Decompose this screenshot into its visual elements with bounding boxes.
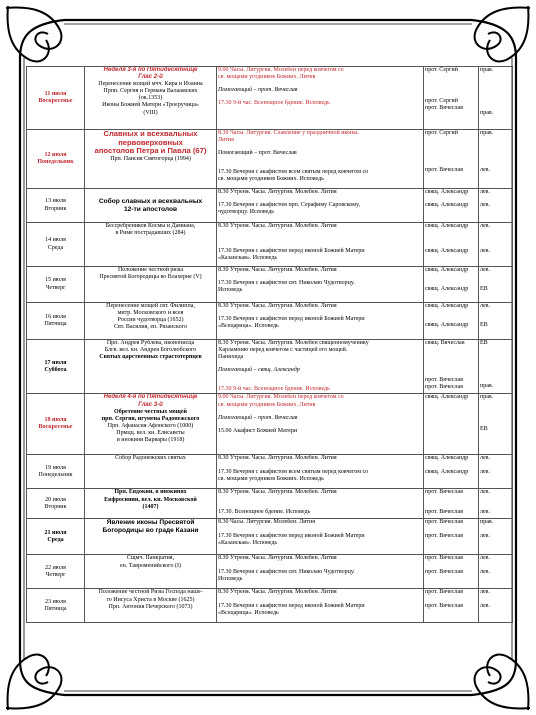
deacon-cell: прав. лев. bbox=[479, 519, 513, 555]
table-row bbox=[27, 223, 513, 267]
table-row bbox=[27, 394, 513, 455]
deacon-cell: прав. лев. bbox=[479, 130, 513, 189]
table-row bbox=[27, 519, 513, 555]
date-cell: 11 июля Воскресенье bbox=[27, 67, 85, 130]
deacon-cell: лев. лев. bbox=[479, 223, 513, 267]
saint-cell: Собор Радонежских святых bbox=[85, 455, 217, 489]
priest-cell: свящ. Александр bbox=[424, 394, 479, 455]
service-cell: 8.30 Утреня. Часы. Литургия. Молебен. Лития 17.30 Вечерня с акафистом перед иконой Божией Матери «Всецарица». Исповедь bbox=[217, 589, 424, 623]
priest-cell: прот. Вячеслав прот. Вячеслав bbox=[424, 589, 479, 623]
saint-cell: Прп. Евдокии, в инокинях Евфросинии, вел. кн. Московской (1407) bbox=[85, 489, 217, 519]
table-row bbox=[27, 340, 513, 394]
saint-cell: Положение честной Ризы Господа наше- го Иисуса Христа в Москве (1625) Прп. Антония Печерского (1073) bbox=[85, 589, 217, 623]
service-cell: 8.30 Часы. Литургия. Славление у праздничной иконы. Лития Помогающий – прот. Вячеслав 17.30 Вечерня с акафистом всем святым перед ковчегом со св. мощами угодников Божиих. Исповедь bbox=[217, 130, 424, 189]
priest-cell: свящ. Александр свящ. Александр bbox=[424, 223, 479, 267]
date-cell: 13 июля Вторник bbox=[27, 189, 85, 223]
date-cell: 23 июля Пятница bbox=[27, 589, 85, 623]
service-cell: 9.00 Часы. Литургия. Молебен перед ковчегом со св. мощами угодников Божиих. Лития Помогающий – прот. Вячеслав 17.30 9-й час. Всенощное бдение. Исповедь bbox=[217, 67, 424, 130]
saint-cell: Собор славных и всехвальных 12-ти апостолов bbox=[85, 189, 217, 223]
date-cell: 17 июля Суббота bbox=[27, 340, 85, 394]
priest-cell: свящ. Вячеслав прот. Вячеслав прот. Вячеслав bbox=[424, 340, 479, 394]
saint-cell: Положение честной ризы Пресвятой Богородицы во Влахерне (V) bbox=[85, 267, 217, 303]
service-cell: 9.00 Часы. Литургия. Молебен перед ковчегом со св. мощами угодников Божиих. Лития Помогающий – прот. Вячеслав 15.00 Акафист Божией Матери bbox=[217, 394, 424, 455]
date-cell: 16 июля Пятница bbox=[27, 303, 85, 340]
deacon-cell: лев. лев. bbox=[479, 189, 513, 223]
table-row bbox=[27, 489, 513, 519]
date-cell: 21 июля Среда bbox=[27, 519, 85, 555]
date-cell: 14 июля Среда bbox=[27, 223, 85, 267]
service-cell: 8.30 Утреня. Часы. Литургия. Молебен. Лития 17.30 Вечерня с акафистом прп. Серафиму Саровскому, чудотворцу. Исповедь bbox=[217, 189, 424, 223]
priest-cell: прот. Вячеслав прот. Вячеслав bbox=[424, 555, 479, 589]
saint-cell: Неделя 3-я по Пятидесятнице Глас 2-й Перенесение мощей мчч. Кира и Иоанна Прпп. Сергия и Германа Валаамских (ок.1353) Иконы Божией Матери «Троеручица» (VIII) bbox=[85, 67, 217, 130]
table-row bbox=[27, 555, 513, 589]
table-row bbox=[27, 130, 513, 189]
priest-cell: свящ. Александр свящ. Александр bbox=[424, 455, 479, 489]
saint-cell: Славных и всехвальных первоверховных апостолов Петра и Павла (67) Прп. Паисия Святогорца (1994) bbox=[85, 130, 217, 189]
table-row bbox=[27, 303, 513, 340]
saint-cell: Прп. Андрея Рублева, иконописца Блгв. вел. кн. Андрея Боголюбского Святых царственных страстотерпцев bbox=[85, 340, 217, 394]
saint-cell: Сщмч. Панкратия, еп. Тавроменийского (I) bbox=[85, 555, 217, 589]
service-cell: 8.30 Утреня. Часы. Литургия. Молебен. Лития 17.30 Вечерня с акафистом перед иконой Божией Матери «Казанская». Исповедь bbox=[217, 223, 424, 267]
deacon-cell: прав. ЕВ bbox=[479, 394, 513, 455]
priest-cell: прот. Сергий прот. Сергий прот. Вячеслав bbox=[424, 67, 479, 130]
service-cell: 8.30 Утреня. Часы. Литургия. Молебен. Лития 17.30 Вечерня с акафистом свт. Николаю Чудотворцу. Исповедь bbox=[217, 267, 424, 303]
deacon-cell: лев. лев. bbox=[479, 555, 513, 589]
saint-cell: Явление иконы Пресвятой Богородицы во граде Казани bbox=[85, 519, 217, 555]
table-row bbox=[27, 455, 513, 489]
table-row bbox=[27, 67, 513, 130]
service-cell: 8.30 Утреня. Часы. Литургия. Молебен. Лития 17.30 Вечерня с акафистом перед иконой Божией Матери «Всецарица». Исповедь bbox=[217, 303, 424, 340]
date-cell: 19 июля Понедельник bbox=[27, 455, 85, 489]
date-cell: 18 июля Воскресенье bbox=[27, 394, 85, 455]
service-cell: 8.30 Часы. Литургия. Молебен. Лития 17.30 Вечерня с акафистом перед иконой Божией Матери «Казанская». Исповедь bbox=[217, 519, 424, 555]
deacon-cell: лев. лев. bbox=[479, 589, 513, 623]
service-schedule-table bbox=[26, 66, 513, 623]
service-cell: 8.30 Утреня. Часы. Литургия. Молебен. Лития 17.30. Всенощное бдение. Исповедь bbox=[217, 489, 424, 519]
priest-cell: прот. Сергий прот. Вячеслав bbox=[424, 130, 479, 189]
saint-cell: Бессребреников Космы и Дамиана, в Риме пострадавших (284) bbox=[85, 223, 217, 267]
deacon-cell: лев. лев. bbox=[479, 455, 513, 489]
table-row bbox=[27, 267, 513, 303]
schedule-sheet bbox=[26, 66, 512, 623]
date-cell: 15 июля Четверг bbox=[27, 267, 85, 303]
priest-cell: свящ. Александр свящ. Александр bbox=[424, 189, 479, 223]
priest-cell: прот. Вячеслав прот. Вячеслав bbox=[424, 489, 479, 519]
priest-cell: прот. Вячеслав прот. Вячеслав bbox=[424, 519, 479, 555]
date-cell: 20 июля Вторник bbox=[27, 489, 85, 519]
service-cell: 8.30 Утреня. Часы. Литургия. Молебен священномученику Харлампию перед ковчегом с частицей его мощей. Панихида Помогающий – свящ. Александр 17.30 9-й час. Всенощное бдение. Исповедь bbox=[217, 340, 424, 394]
table-row bbox=[27, 589, 513, 623]
service-cell: 8.30 Утреня. Часы. Литургия. Молебен. Лития 17.30 Вечерня с акафистом свт. Николаю Чудотворцу. Исповедь bbox=[217, 555, 424, 589]
saint-cell: Перенесение мощей свт. Филиппа, митр. Московского и всея России чудотворца (1652) Свт. Василия, еп. Рязанского bbox=[85, 303, 217, 340]
priest-cell: свящ. Александр свящ. Александр bbox=[424, 267, 479, 303]
deacon-cell: ЕВ прав. bbox=[479, 340, 513, 394]
priest-cell: свящ. Александр свящ. Александр bbox=[424, 303, 479, 340]
service-cell: 8.30 Утреня. Часы. Литургия. Молебен. Лития 17.30 Вечерня с акафистом всем святым перед ковчегом со св. мощами угодников Божиих. Исповедь bbox=[217, 455, 424, 489]
date-cell: 12 июля Понедельник bbox=[27, 130, 85, 189]
table-row bbox=[27, 189, 513, 223]
deacon-cell: лев. ЕВ bbox=[479, 303, 513, 340]
date-cell: 22 июля Четверг bbox=[27, 555, 85, 589]
deacon-cell: лев. лев. bbox=[479, 489, 513, 519]
saint-cell: Неделя 4-я по Пятидесятнице Глас 3-й Обретение честных мощей прп. Сергия, игумена Радонежского Прп. Афанасия Афонского (1000) Прмцц. вел. кн. Елисаветы и инокини Варвары (1918) bbox=[85, 394, 217, 455]
deacon-cell: прав. прав. bbox=[479, 67, 513, 130]
deacon-cell: лев. ЕВ bbox=[479, 267, 513, 303]
